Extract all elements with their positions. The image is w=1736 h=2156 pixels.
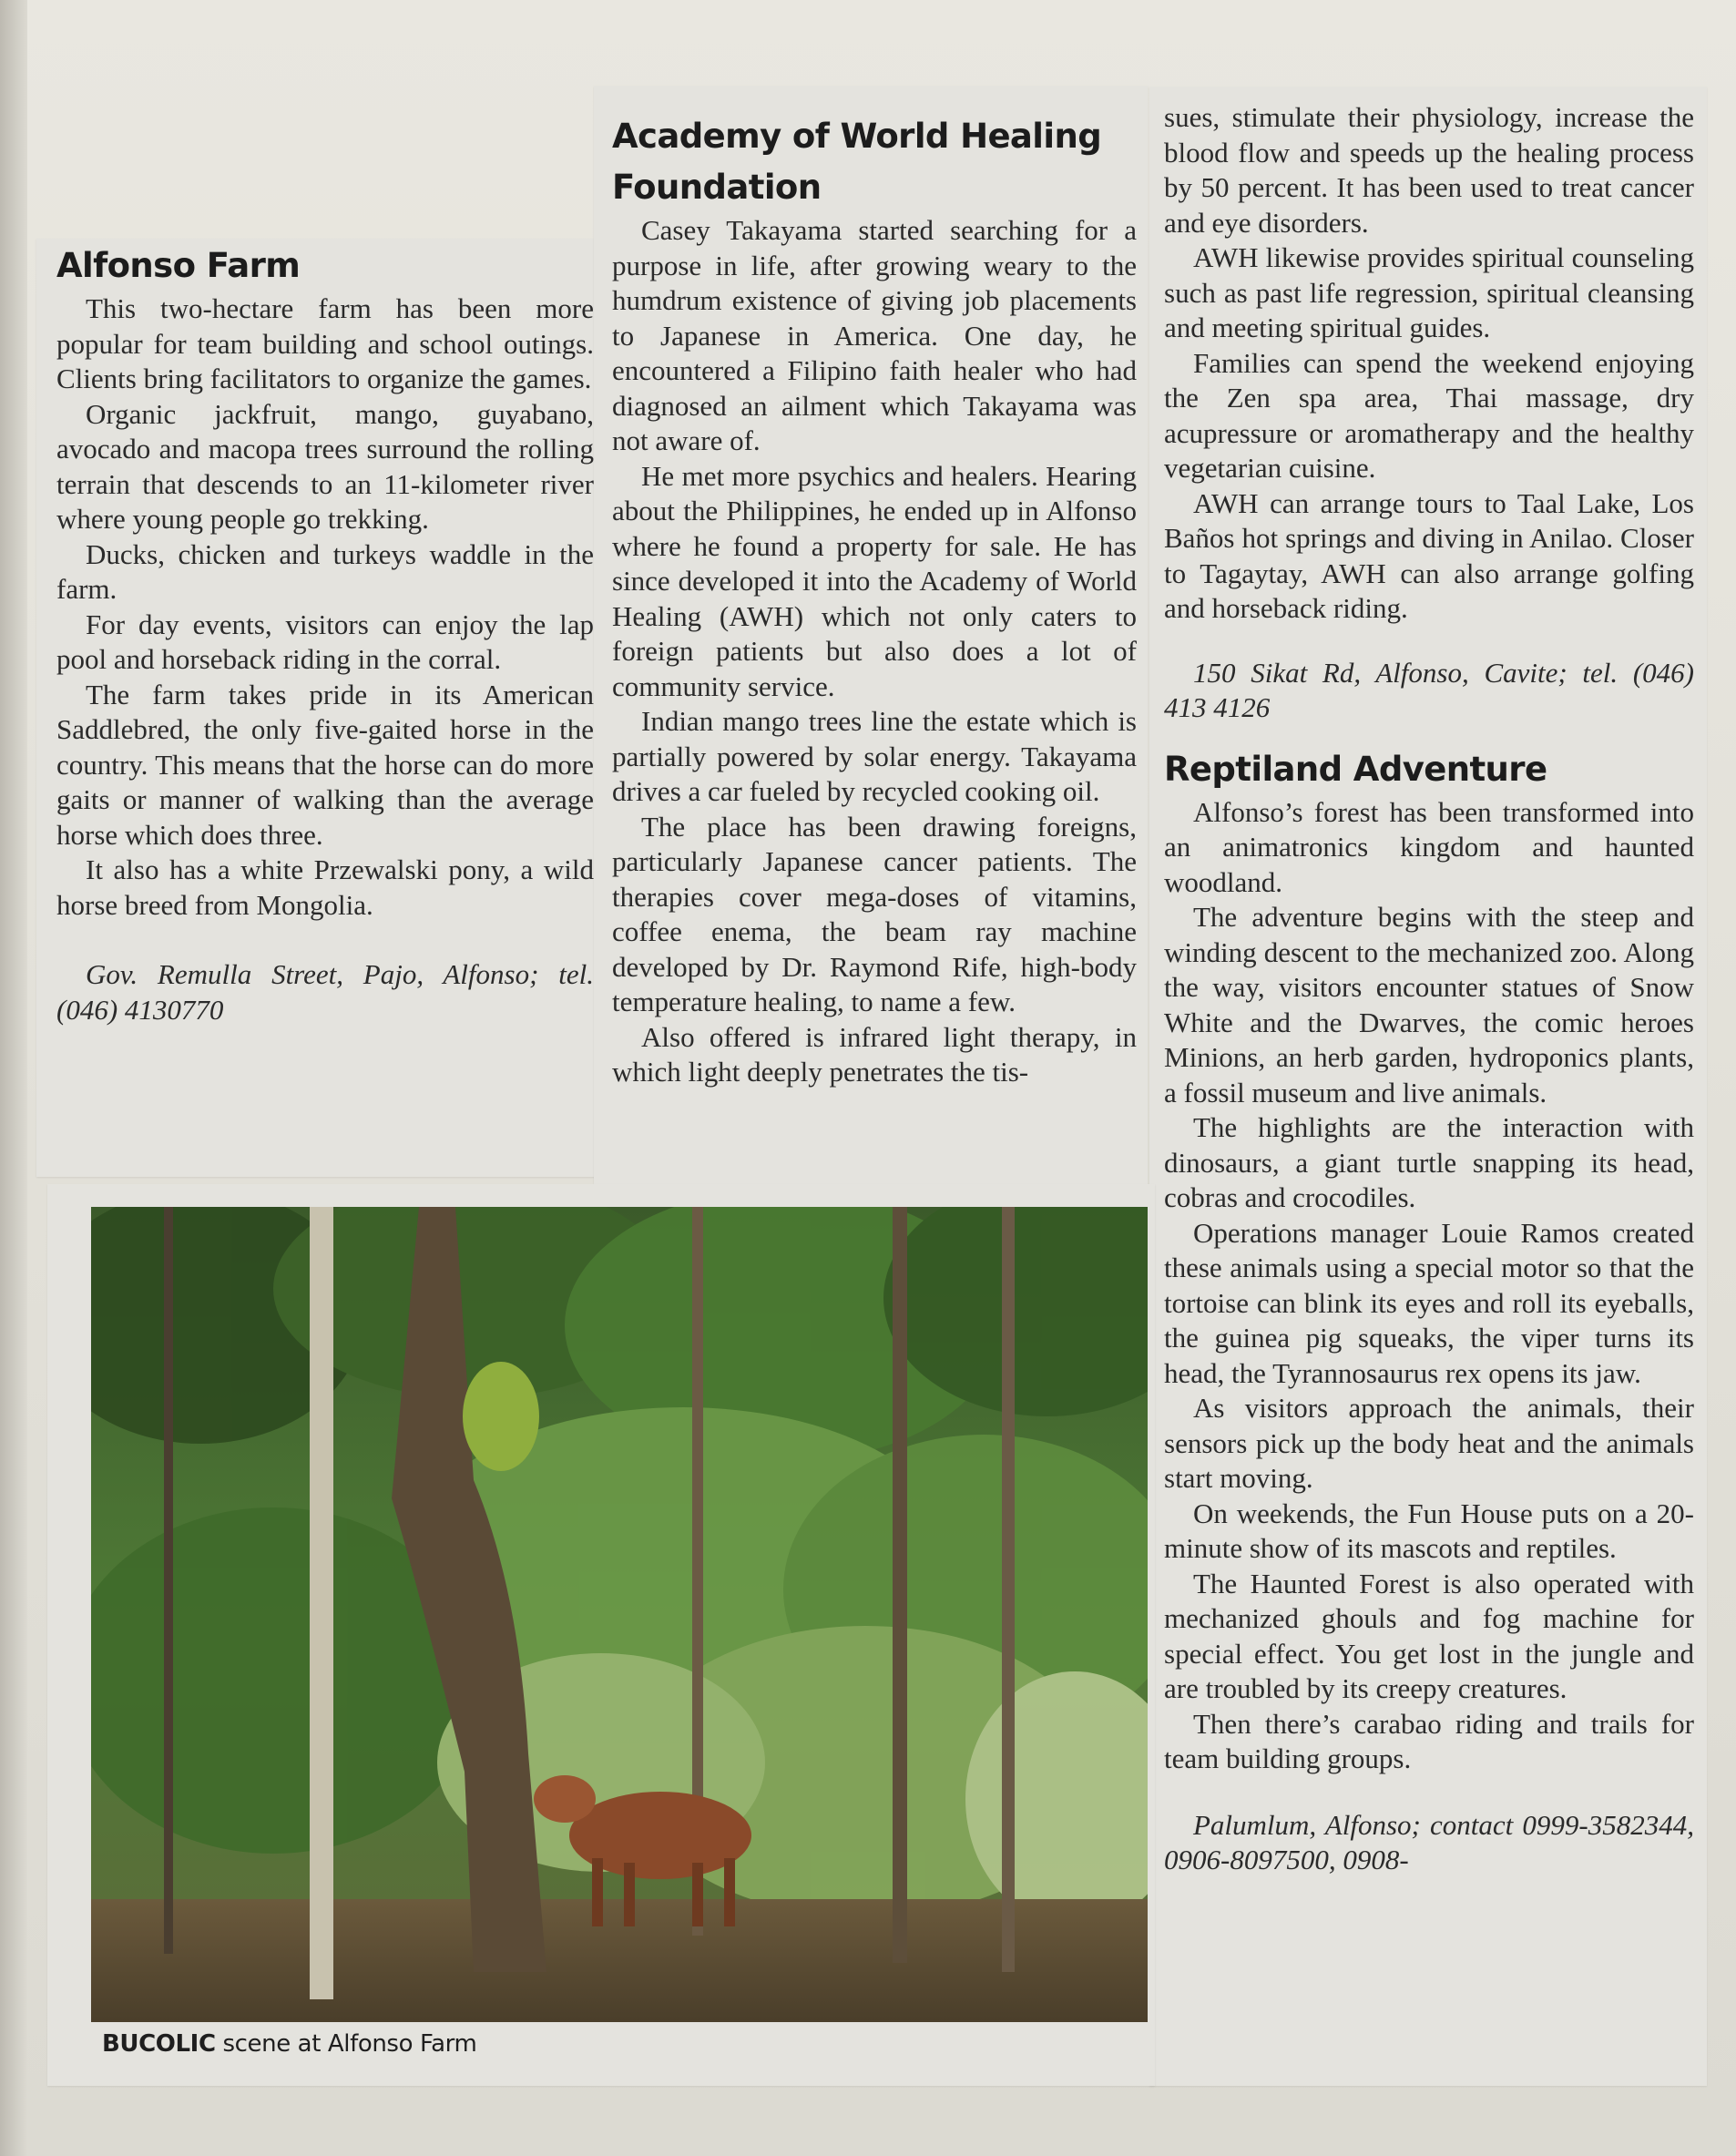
paragraph: Organic jackfruit, mango, guyabano, avocado and macopa trees surround the rolling terrain that descends to an 11-kilometer river where young people go trekking. bbox=[56, 397, 594, 535]
paragraph: It also has a white Przewalski pony, a wild horse breed from Mongolia. bbox=[56, 853, 594, 921]
paragraph: Then there’s carabao riding and trails for team building groups. bbox=[1164, 1707, 1694, 1774]
paragraph: The Haunted Forest is also operated with mechanized ghouls and fog machine for special effect. You get lost in the jungle and are troubled by its creepy creatures. bbox=[1164, 1567, 1694, 1704]
farm-photo bbox=[91, 1207, 1148, 2022]
paragraph: The highlights are the interaction with dinosaurs, a giant turtle snapping its head, cobras and crocodiles. bbox=[1164, 1111, 1694, 1213]
heading-alfonso-farm: Alfonso Farm bbox=[56, 246, 301, 285]
paragraph: Alfonso’s forest has been transformed into an animatronics kingdom and haunted woodland. bbox=[1164, 795, 1694, 898]
heading-awh: Academy of World Healing Foundation bbox=[612, 117, 1102, 207]
paragraph: AWH likewise provides spiritual counseling such as past life regression, spiritual cleansing and meeting spiritual guides. bbox=[1164, 241, 1694, 343]
paragraph: As visitors approach the animals, their sensors pick up the body heat and the animals start moving. bbox=[1164, 1392, 1694, 1494]
column-right bbox=[1164, 100, 1694, 1878]
paragraph: The place has been drawing foreigns, particularly Japanese cancer patients. The therapies cover mega-doses of vitamins, coffee enema, the beam ray machine developed by Dr. Raymond Rife, high-body temperature healing, to name a few. bbox=[612, 810, 1137, 1017]
column-alfonso-farm bbox=[56, 240, 594, 1027]
paragraph: Ducks, chicken and turkeys waddle in the farm. bbox=[56, 537, 594, 605]
paragraph: Indian mango trees line the estate which is partially powered by solar energy. Takayama drives a car fueled by recycled cooking oil. bbox=[612, 705, 1137, 807]
address-awh: 150 Sikat Rd, Alfonso, Cavite; tel. (046) 413 4126 bbox=[1164, 656, 1694, 723]
page-edge bbox=[0, 0, 27, 2156]
paragraph: This two-hectare farm has been more popular for team building and school outings. Clients bring facilitators to organize the games. bbox=[56, 292, 594, 394]
paragraph: Casey Takayama started searching for a purpose in life, after growing weary to the humdrum existence of giving job placements to Japanese in America. One day, he encountered a Filipino faith healer who had diagnosed an ailment which Takayama was not aware of. bbox=[612, 214, 1137, 456]
paragraph-continued: sues, stimulate their physiology, increase the blood flow and speeds up the healing process by 50 percent. It has been used to treat cancer and eye disorders. bbox=[1164, 101, 1694, 239]
paragraph: Also offered is infrared light therapy, in which light deeply penetrates the tis- bbox=[612, 1020, 1137, 1088]
paragraph: Operations manager Louie Ramos created these animals using a special motor so that the tortoise can blink its eyes and roll its eyeballs, the guinea pig squeaks, the viper turns its head, the Tyrannosaurus rex opens its jaw. bbox=[1164, 1216, 1694, 1389]
heading-reptiland: Reptiland Adventure bbox=[1164, 749, 1547, 789]
paragraph: AWH can arrange tours to Taal Lake, Los Baños hot springs and diving in Anilao. Closer to Tagaytay, AWH can also arrange golfing and horseback riding. bbox=[1164, 486, 1694, 624]
photo-caption bbox=[102, 2030, 476, 2058]
paragraph: The farm takes pride in its American Saddlebred, the only five-gaited horse in the country. This means that the horse can do more gaits or manner of walking than the average horse which does three. bbox=[56, 678, 594, 851]
paragraph: For day events, visitors can enjoy the lap pool and horseback riding in the corral. bbox=[56, 608, 594, 675]
address-reptiland: Palumlum, Alfonso; contact 0999-3582344, 0906-8097500, 0908- bbox=[1164, 1808, 1694, 1875]
paragraph: The adventure begins with the steep and winding descent to the mechanized zoo. Along the way, visitors encounter statues of Snow White and the Dwarves, the comic heroes Minions, an herb garden, hydroponics plants, a fossil museum and live animals. bbox=[1164, 901, 1694, 1109]
address-alfonso-farm: Gov. Remulla Street, Pajo, Alfonso; tel. (046) 4130770 bbox=[56, 958, 594, 1026]
caption-bold: BUCOLIC bbox=[102, 2030, 216, 2058]
column-awh bbox=[612, 111, 1137, 1090]
paragraph: Families can spend the weekend enjoying the Zen spa area, Thai massage, dry acupressure or aromatherapy and the healthy vegetarian cuisine. bbox=[1164, 346, 1694, 484]
paragraph: He met more psychics and healers. Hearing about the Philippines, he ended up in Alfonso where he found a property for sale. He has since developed it into the Academy of World Healing (AWH) which not only caters to foreign patients but also does a lot of community service. bbox=[612, 459, 1137, 702]
forest-goat-illustration bbox=[91, 1207, 1148, 2022]
paragraph: On weekends, the Fun House puts on a 20-minute show of its mascots and reptiles. bbox=[1164, 1497, 1694, 1564]
caption-text: scene at Alfonso Farm bbox=[215, 2030, 477, 2058]
